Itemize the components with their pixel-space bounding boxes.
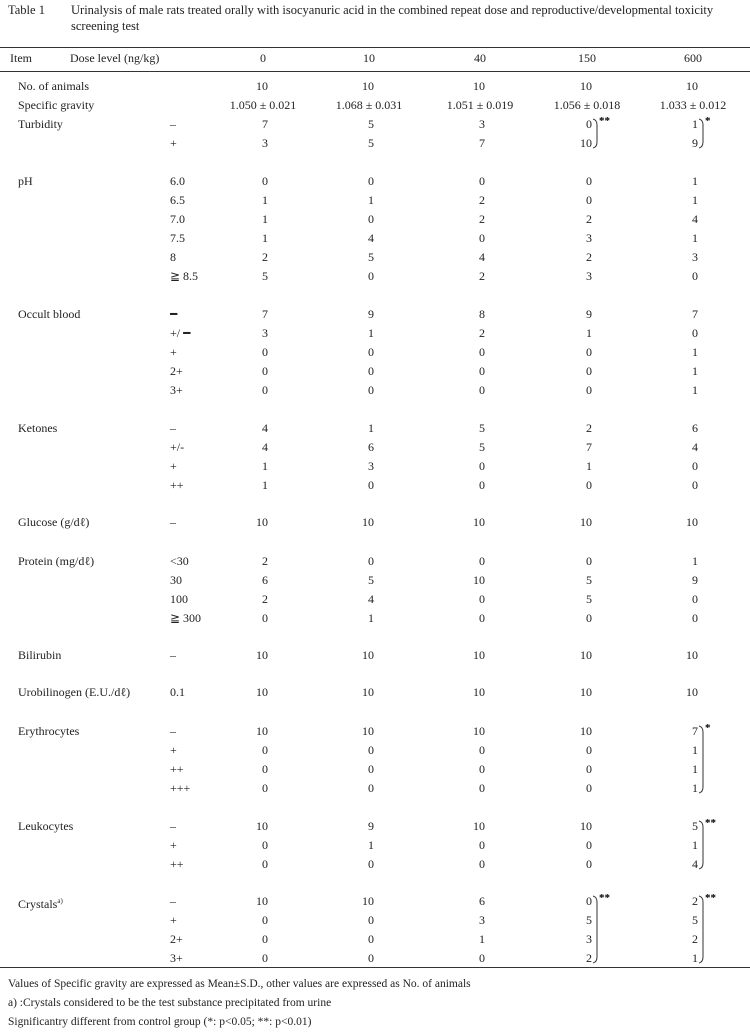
cell-value: 10 [686, 685, 698, 699]
cell-value: 5 [586, 573, 592, 587]
cell-value: 3 [479, 913, 485, 927]
cell-value: 0 [586, 838, 592, 852]
cell-value: 7 [262, 117, 268, 131]
row-item-label: Turbidity [18, 117, 63, 131]
cell-value: 0 [479, 554, 485, 568]
cell-value: 0 [479, 174, 485, 188]
cell-value: 0 [368, 781, 374, 795]
cell-value: 5 [586, 592, 592, 606]
cell-value: 0 [262, 383, 268, 397]
cell-value: 1 [368, 838, 374, 852]
cell-value: 5 [479, 440, 485, 454]
cell-value: 0 [262, 345, 268, 359]
row-sub-label: 3+ [170, 383, 183, 397]
cell-value: 0 [479, 459, 485, 473]
cell-value: 3 [692, 250, 698, 264]
cell-value: 4 [368, 231, 374, 245]
cell-value: 2 [692, 894, 698, 908]
cell-value: 0 [368, 212, 374, 226]
cell-value: 10 [256, 724, 268, 738]
row-sub-label: – [170, 117, 176, 131]
cell-value: 3 [262, 136, 268, 150]
row-sub-label: ++ [170, 857, 184, 871]
cell-value: 0 [692, 592, 698, 606]
cell-value: 10 [256, 515, 268, 529]
cell-value: 0 [586, 554, 592, 568]
header-dose-1: 10 [363, 51, 375, 65]
cell-value: 0 [586, 383, 592, 397]
row-item-label: Leukocytes [18, 819, 74, 833]
row-item-label: Erythrocytes [18, 724, 80, 738]
cell-value: 1 [692, 838, 698, 852]
row-sub-label: 0.1 [170, 685, 185, 699]
row-sub-label: <30 [170, 554, 189, 568]
cell-value: 0 [368, 913, 374, 927]
row-sub-label: – [170, 894, 176, 908]
cell-value: 0 [479, 951, 485, 965]
row-sub-label: 6.5 [170, 193, 185, 207]
cell-value: 0 [479, 364, 485, 378]
significance-bracket [699, 726, 703, 793]
cell-value: 0 [586, 117, 592, 131]
cell-value: 2 [479, 212, 485, 226]
cell-value: 0 [368, 269, 374, 283]
cell-value: 5 [368, 136, 374, 150]
cell-value: 0 [368, 554, 374, 568]
cell-value: 0 [479, 345, 485, 359]
cell-value: 10 [256, 685, 268, 699]
cell-value: 1 [586, 326, 592, 340]
cell-value: 10 [473, 515, 485, 529]
cell-value: 1 [368, 193, 374, 207]
cell-value: 0 [692, 459, 698, 473]
cell-value: 1 [692, 951, 698, 965]
cell-value: 10 [580, 79, 592, 93]
cell-value: 9 [368, 307, 374, 321]
cell-value: 1.051 ± 0.019 [446, 98, 514, 112]
row-item-label: Occult blood [18, 307, 81, 321]
footnote-significance: Significantry different from control group (*: p<0.05; **: p<0.01) [8, 1016, 312, 1028]
cell-value: 3 [586, 269, 592, 283]
cell-value: 0 [479, 781, 485, 795]
row-item-label: Ketones [18, 421, 58, 435]
cell-value: 0 [262, 762, 268, 776]
significance-mark: * [705, 115, 711, 127]
footnotes [8, 975, 471, 1032]
cell-value: 10 [362, 79, 374, 93]
row-sub-label: ≧ 8.5 [170, 269, 199, 283]
row-sub-label: + [170, 459, 177, 473]
row-item-label: Urobilinogen (E.U./dℓ) [18, 685, 131, 699]
cell-value: 3 [479, 117, 485, 131]
row-sub-label: 30 [170, 573, 182, 587]
row-sub-label: 100 [170, 592, 188, 606]
row-sub-label: 6.0 [170, 174, 185, 188]
row-item-label: Bilirubin [18, 648, 62, 662]
row-item-label: pH [18, 174, 33, 188]
row-sub-label: + [170, 136, 177, 150]
header-dose-label: Dose level (ng/kg) [70, 51, 160, 65]
row-item-label: Glucose (g/dℓ) [18, 515, 90, 529]
cell-value: 4 [692, 212, 698, 226]
cell-value: 1 [479, 932, 485, 946]
row-item-label: Crystals [18, 897, 58, 911]
cell-value: 1 [262, 478, 268, 492]
cell-value: 10 [473, 685, 485, 699]
cell-value: 10 [686, 648, 698, 662]
significance-bracket [593, 119, 597, 148]
cell-value: 0 [368, 383, 374, 397]
cell-value: 8 [479, 307, 485, 321]
cell-value: 0 [262, 913, 268, 927]
cell-value: 10 [580, 724, 592, 738]
cell-value: 7 [262, 307, 268, 321]
cell-value: 10 [362, 515, 374, 529]
row-sub-label: ≧ 300 [170, 611, 202, 625]
cell-value: 0 [586, 857, 592, 871]
cell-value: 1 [692, 117, 698, 131]
header-dose-2: 40 [474, 51, 486, 65]
cell-value: 10 [256, 79, 268, 93]
cell-value: 5 [692, 819, 698, 833]
cell-value: 6 [368, 440, 374, 454]
cell-value: 1 [262, 231, 268, 245]
row-sub-label: ━ [170, 307, 178, 321]
cell-value: 10 [256, 819, 268, 833]
cell-value: 0 [586, 781, 592, 795]
cell-value: 2 [586, 421, 592, 435]
cell-value: 0 [479, 743, 485, 757]
row-sub-label: + [170, 743, 177, 757]
row-sub-label: – [170, 648, 176, 662]
cell-value: 0 [479, 838, 485, 852]
row-sub-label: – [170, 515, 176, 529]
footnote-crystals: a) :Crystals considered to be the test substance precipitated from urine [8, 997, 332, 1009]
cell-value: 10 [362, 894, 374, 908]
significance-mark: ** [705, 892, 716, 904]
cell-value: 0 [586, 478, 592, 492]
cell-value: 0 [479, 611, 485, 625]
cell-value: 0 [479, 231, 485, 245]
cell-value: 6 [692, 421, 698, 435]
cell-value: 1 [692, 743, 698, 757]
significance-mark: ** [599, 115, 610, 127]
cell-value: 7 [586, 440, 592, 454]
cell-value: 0 [586, 193, 592, 207]
cell-value: 0 [479, 383, 485, 397]
cell-value: 10 [362, 685, 374, 699]
cell-value: 2 [262, 554, 268, 568]
cell-value: 2 [586, 212, 592, 226]
cell-value: 3 [262, 326, 268, 340]
cell-value: 1 [692, 781, 698, 795]
cell-value: 0 [262, 364, 268, 378]
cell-value: 0 [586, 762, 592, 776]
row-sub-label: – [170, 819, 176, 833]
cell-value: 0 [692, 478, 698, 492]
cell-value: 10 [256, 894, 268, 908]
significance-bracket [699, 821, 703, 869]
row-item-label: Specific gravity [18, 98, 95, 112]
cell-value: 4 [368, 592, 374, 606]
row-item-label: No. of animals [18, 79, 89, 93]
cell-value: 2 [586, 951, 592, 965]
cell-value: 1.056 ± 0.018 [553, 98, 621, 112]
row-sub-label: – [170, 421, 176, 435]
row-item-label: Protein (mg/dℓ) [18, 554, 95, 568]
cell-value: 1 [368, 421, 374, 435]
cell-value: 0 [368, 478, 374, 492]
row-sub-label: +/ ━ [170, 326, 191, 340]
cell-value: 2 [586, 250, 592, 264]
cell-value: 4 [692, 440, 698, 454]
footnote-ref: a) [57, 897, 63, 905]
cell-value: 10 [580, 685, 592, 699]
cell-value: 2 [479, 326, 485, 340]
cell-value: 0 [586, 364, 592, 378]
cell-value: 3 [586, 932, 592, 946]
significance-mark: ** [705, 817, 716, 829]
cell-value: 1 [368, 611, 374, 625]
header-dose-3: 150 [578, 51, 596, 65]
cell-value: 6 [262, 573, 268, 587]
cell-value: 7 [692, 307, 698, 321]
cell-value: 0 [368, 857, 374, 871]
cell-value: 2 [692, 932, 698, 946]
significance-bracket [699, 119, 703, 148]
cell-value: 0 [479, 762, 485, 776]
cell-value: 0 [586, 174, 592, 188]
cell-value: 10 [256, 648, 268, 662]
cell-value: 10 [580, 819, 592, 833]
cell-value: 5 [368, 250, 374, 264]
cell-value: 0 [479, 478, 485, 492]
cell-value: 0 [368, 743, 374, 757]
cell-value: 7 [692, 724, 698, 738]
cell-value: 3 [368, 459, 374, 473]
cell-value: 10 [686, 515, 698, 529]
cell-value: 10 [362, 724, 374, 738]
row-sub-label: 3+ [170, 951, 183, 965]
cell-value: 1.068 ± 0.031 [335, 98, 403, 112]
cell-value: 0 [368, 932, 374, 946]
cell-value: 10 [473, 819, 485, 833]
cell-value: 0 [368, 951, 374, 965]
cell-value: 0 [479, 857, 485, 871]
cell-value: 0 [262, 838, 268, 852]
significance-bracket [699, 896, 703, 963]
cell-value: 0 [368, 345, 374, 359]
cell-value: 4 [262, 421, 268, 435]
row-sub-label: ++ [170, 478, 184, 492]
cell-value: 5 [479, 421, 485, 435]
cell-value: 0 [692, 269, 698, 283]
cell-value: 1 [262, 193, 268, 207]
cell-value: 1.050 ± 0.021 [229, 98, 297, 112]
cell-value: 10 [580, 648, 592, 662]
table-title: Urinalysis of male rats treated orally with isocyanuric acid in the combined repeat dose and reproductive/developmental toxicity screening test [71, 3, 714, 33]
row-sub-label: + [170, 913, 177, 927]
cell-value: 0 [586, 894, 592, 908]
cell-value: 10 [580, 515, 592, 529]
cell-value: 7 [479, 136, 485, 150]
cell-value: 5 [262, 269, 268, 283]
cell-value: 1 [586, 459, 592, 473]
cell-value: 2 [479, 269, 485, 283]
cell-value: 1 [692, 174, 698, 188]
cell-value: 9 [692, 573, 698, 587]
cell-value: 0 [368, 762, 374, 776]
row-sub-label: ++ [170, 762, 184, 776]
row-sub-label: – [170, 724, 176, 738]
header-dose-4: 600 [684, 51, 702, 65]
cell-value: 10 [473, 79, 485, 93]
cell-value: 1 [262, 459, 268, 473]
significance-mark: ** [599, 892, 610, 904]
cell-value: 3 [586, 231, 592, 245]
cell-value: 0 [262, 743, 268, 757]
cell-value: 9 [368, 819, 374, 833]
cell-value: 1 [692, 345, 698, 359]
cell-value: 0 [368, 174, 374, 188]
cell-value: 1 [692, 383, 698, 397]
row-sub-label: 7.0 [170, 212, 185, 226]
cell-value: 1.033 ± 0.012 [659, 98, 727, 112]
cell-value: 6 [479, 894, 485, 908]
cell-value: 4 [262, 440, 268, 454]
row-sub-label: 2+ [170, 932, 183, 946]
cell-value: 0 [586, 611, 592, 625]
cell-value: 1 [692, 231, 698, 245]
cell-value: 10 [580, 136, 592, 150]
cell-value: 10 [473, 724, 485, 738]
significance-bracket [593, 896, 597, 963]
cell-value: 0 [479, 592, 485, 606]
row-sub-label: +/- [170, 440, 185, 454]
cell-value: 2 [479, 193, 485, 207]
cell-value: 2 [262, 592, 268, 606]
row-sub-label: 7.5 [170, 231, 185, 245]
cell-value: 0 [368, 364, 374, 378]
cell-value: 5 [692, 913, 698, 927]
cell-value: 2 [262, 250, 268, 264]
cell-value: 9 [586, 307, 592, 321]
cell-value: 0 [262, 611, 268, 625]
cell-value: 1 [692, 554, 698, 568]
row-sub-label: +++ [170, 781, 191, 795]
table-number: Table 1 [8, 3, 45, 17]
cell-value: 0 [262, 781, 268, 795]
cell-value: 1 [368, 326, 374, 340]
cell-value: 9 [692, 136, 698, 150]
cell-value: 0 [262, 951, 268, 965]
cell-value: 10 [686, 79, 698, 93]
row-sub-label: 2+ [170, 364, 183, 378]
cell-value: 4 [479, 250, 485, 264]
cell-value: 1 [692, 364, 698, 378]
row-sub-label: + [170, 345, 177, 359]
cell-value: 0 [692, 326, 698, 340]
cell-value: 10 [473, 648, 485, 662]
significance-mark: * [705, 722, 711, 734]
cell-value: 1 [262, 212, 268, 226]
cell-value: 1 [692, 762, 698, 776]
footnote-values: Values of Specific gravity are expressed as Mean±S.D., other values are expressed as No. of animals [8, 978, 471, 990]
row-sub-label: + [170, 838, 177, 852]
cell-value: 4 [692, 857, 698, 871]
header-item: Item [10, 51, 32, 65]
cell-value: 0 [262, 857, 268, 871]
cell-value: 0 [586, 345, 592, 359]
header-dose-0: 0 [260, 51, 266, 65]
cell-value: 1 [692, 193, 698, 207]
cell-value: 0 [262, 932, 268, 946]
cell-value: 5 [586, 913, 592, 927]
cell-value: 0 [586, 743, 592, 757]
cell-value: 5 [368, 117, 374, 131]
cell-value: 10 [362, 648, 374, 662]
cell-value: 5 [368, 573, 374, 587]
row-sub-label: 8 [170, 250, 176, 264]
cell-value: 0 [262, 174, 268, 188]
cell-value: 0 [692, 611, 698, 625]
cell-value: 10 [473, 573, 485, 587]
